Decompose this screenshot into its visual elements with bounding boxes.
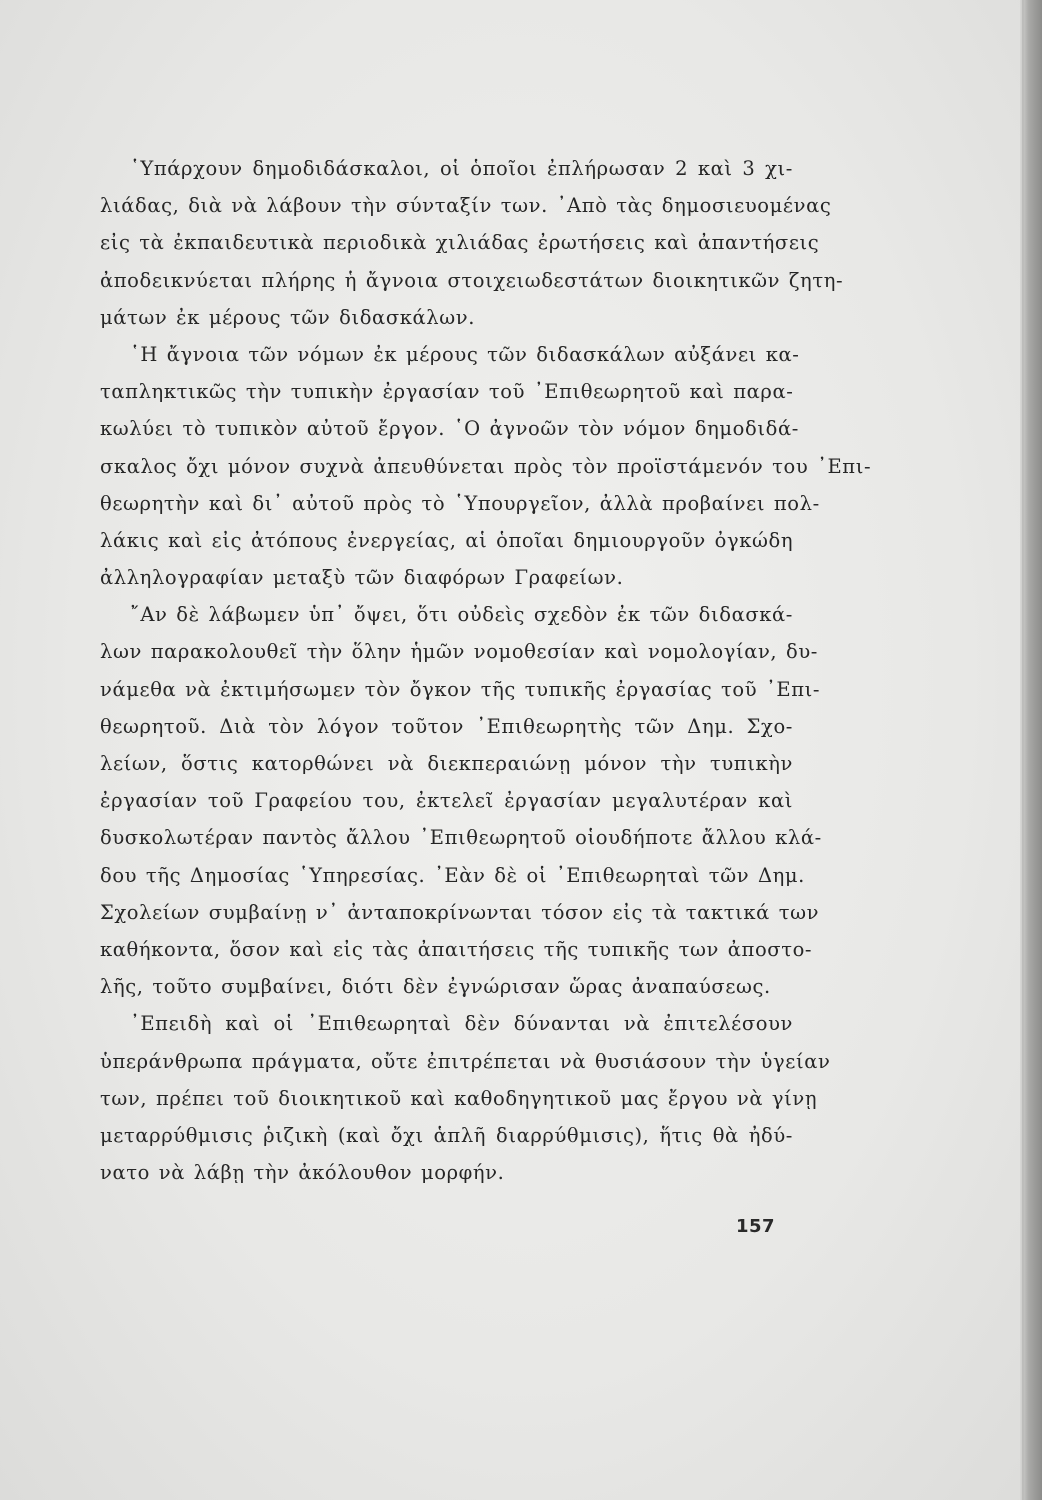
paragraph-3 (100, 596, 822, 1005)
text-line: σκαλος ὄχι μόνον συχνὰ ἀπευθύνεται πρὸς τὸν προϊστάμενόν του ᾿Επι- (100, 454, 872, 478)
body-text (100, 150, 872, 1191)
paragraph-4 (100, 1005, 831, 1191)
text-line: καθήκοντα, ὅσον καὶ εἰς τὰς ἀπαιτήσεις τῆς τυπικῆς των ἀποστο- (100, 937, 813, 961)
page-number: 157 (736, 1216, 776, 1237)
text-line: λῆς, τοῦτο συμβαίνει, διότι δὲν ἐγνώρισαν ὥρας ἀναπαύσεως. (100, 975, 771, 999)
text-line: νατο νὰ λάβῃ τὴν ἀκόλουθον μορφήν. (100, 1161, 505, 1185)
text-line: ῾Υπάρχουν δημοδιδάσκαλοι, οἱ ὁποῖοι ἐπλήρωσαν 2 καὶ 3 χι- (130, 157, 793, 180)
text-line: ῾Η ἄγνοια τῶν νόμων ἐκ μέρους τῶν διδασκάλων αὐξάνει κα- (130, 342, 800, 366)
page-edge-line (1022, 0, 1024, 1500)
text-line: λείων, ὅστις κατορθώνει νὰ διεκπεραιώνῃ μόνον τὴν τυπικὴν (100, 752, 793, 775)
text-line: μεταρρύθμισις ῥιζικὴ (καὶ ὄχι ἁπλῆ διαρρύθμισις), ἥτις θὰ ἠδύ- (100, 1123, 793, 1147)
text-line: θεωρητοῦ. Διὰ τὸν λόγον τοῦτον ᾿Επιθεωρητὴς τῶν Δημ. Σχο- (100, 714, 793, 738)
text-line: των, πρέπει τοῦ διοικητικοῦ καὶ καθοδηγητικοῦ μας ἔργου νὰ γίνῃ (100, 1086, 818, 1110)
text-line: ἀλληλογραφίαν μεταξὺ τῶν διαφόρων Γραφείων. (100, 566, 624, 590)
text-line: ταπληκτικῶς τὴν τυπικὴν ἐργασίαν τοῦ ᾿Επιθεωρητοῦ καὶ παρα- (100, 380, 794, 404)
text-line: ῎Αν δὲ λάβωμεν ὑπ᾿ ὄψει, ὅτι οὐδεὶς σχεδὸν ἐκ τῶν διδασκά- (130, 603, 793, 627)
text-line: δυσκολωτέραν παντὸς ἄλλου ᾿Επιθεωρητοῦ οἱουδήποτε ἄλλου κλά- (100, 826, 822, 850)
text-line: λων παρακολουθεῖ τὴν ὅλην ἡμῶν νομοθεσίαν καὶ νομολογίαν, δυ- (100, 640, 818, 664)
text-line: κωλύει τὸ τυπικὸν αὐτοῦ ἔργον. ῾Ο ἀγνοῶν τὸν νόμον δημοδιδά- (100, 417, 799, 441)
text-line: ὑπεράνθρωπα πράγματα, οὔτε ἐπιτρέπεται νὰ θυσιάσουν τὴν ὑγείαν (100, 1049, 831, 1073)
text-line: νάμεθα νὰ ἐκτιμήσωμεν τὸν ὄγκον τῆς τυπικῆς ἐργασίας τοῦ ᾿Επι- (100, 677, 821, 701)
paragraph-1 (100, 150, 844, 336)
text-line: λάκις καὶ εἰς ἀτόπους ἐνεργείας, αἱ ὁποῖαι δημιουργοῦν ὀγκώδη (100, 528, 794, 552)
text-line: εἰς τὰ ἐκπαιδευτικὰ περιοδικὰ χιλιάδας ἐρωτήσεις καὶ ἀπαντήσεις (100, 231, 820, 255)
text-line: λιάδας, διὰ νὰ λάβουν τὴν σύνταξίν των. ᾿Απὸ τὰς δημοσιευομένας (100, 194, 832, 218)
text-line: μάτων ἐκ μέρους τῶν διδασκάλων. (100, 305, 476, 329)
text-line: δου τῆς Δημοσίας ῾Υπηρεσίας. ᾿Εὰν δὲ οἱ ᾿Επιθεωρηταὶ τῶν Δημ. (100, 863, 805, 887)
text-line: ἀποδεικνύεται πλήρης ἡ ἄγνοια στοιχειωδεστάτων διοικητικῶν ζητη- (100, 268, 844, 292)
text-line: ἐργασίαν τοῦ Γραφείου του, ἐκτελεῖ ἐργασίαν μεγαλυτέραν καὶ (100, 789, 793, 813)
text-line: ᾿Επειδὴ καὶ οἱ ᾿Επιθεωρηταὶ δὲν δύνανται νὰ ἐπιτελέσουν (130, 1012, 793, 1036)
paragraph-2 (100, 336, 872, 596)
text-line: θεωρητὴν καὶ δι᾿ αὐτοῦ πρὸς τὸ ῾Υπουργεῖον, ἀλλὰ προβαίνει πολ- (100, 491, 820, 515)
text-line: Σχολείων συμβαίνῃ ν᾿ ἀνταποκρίνωνται τόσον εἰς τὰ τακτικά των (100, 900, 820, 924)
